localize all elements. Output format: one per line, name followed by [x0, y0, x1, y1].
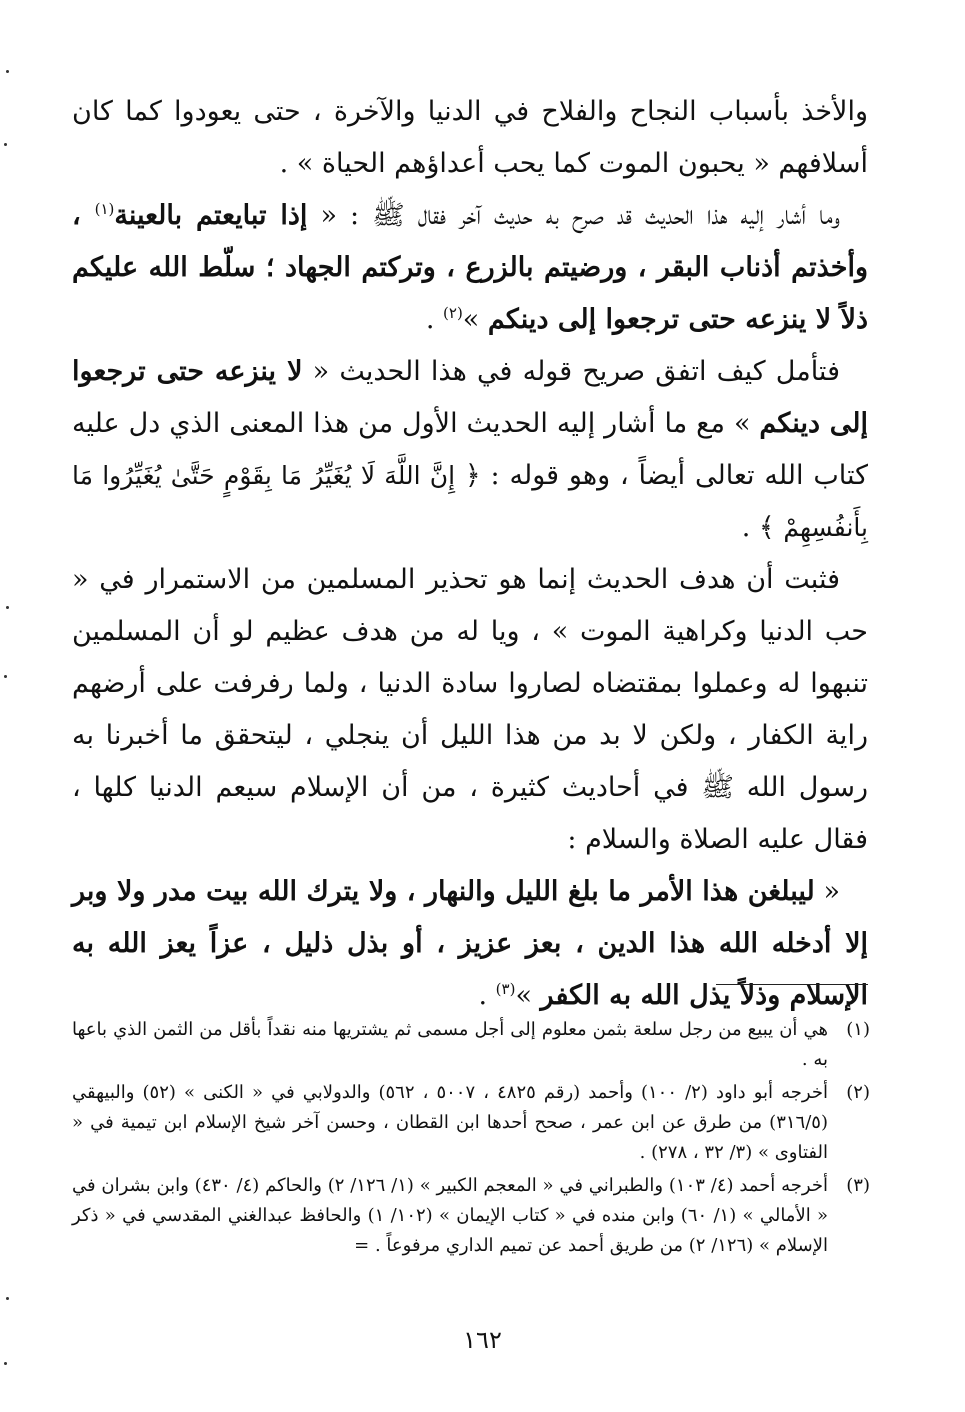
paragraph-2-intro: وما أشار إليه هذا الحديث قد صرح به حديث آخر فقال ﷺ : « [307, 200, 840, 231]
footnote-ref-3[interactable]: (٣) [495, 980, 516, 998]
footnote-separator [716, 984, 868, 985]
footnote-number: (٣) [846, 1175, 870, 1196]
paragraph-5 [72, 866, 868, 1022]
footnote-number: (٢) [846, 1082, 870, 1103]
footnote-text: أخرجه أبو داود (٢/ ١٠٠) وأحمد (رقم ٤٨٢٥ ، ٥٠٠٧ ، ٥٦٢) والدولابي في « الكنى » (٥٢) والبيهقي (٣١٦/٥) من طرق عن ابن عمر ، صحح أحدها ابن القطان ، وحسن آخر شيخ الإسلام ابن تيمية في « الفتاوى » (٣/ ٣٢ ، ٢٧٨) . [72, 1082, 828, 1163]
hadith-quote-1: إذا تبايعتم بالعينة [114, 200, 308, 231]
hadith-quote-2: لا ينزعه حتى ترجعوا إلى دينكم [72, 356, 868, 439]
paragraph-3 [72, 346, 868, 554]
footnote-text: هي أن يبيع من رجل سلعة بثمن معلوم إلى أجل مسمى ثم يشتريها منه نقداً بأقل من الثمن الذي باعها به . [72, 1019, 828, 1070]
footnote [72, 1015, 870, 1075]
footnotes [72, 1015, 870, 1264]
paragraph-3-body: » مع ما أشار إليه الحديث الأول من هذا المعنى الذي دل عليه كتاب الله تعالى أيضاً ، وهو قوله : ﴿ [72, 408, 868, 491]
footnote-text: أخرجه أحمد (٤/ ١٠٣) والطبراني في « المعجم الكبير » (١/ ١٢٦/ ٢) والحاكم (٤/ ٤٣٠) وابن بشران في « الأمالي » (١/ ٦٠) وابن منده في « كتاب الإيمان » (١٠٢/ ١) والحافظ عبدالغني المقدسي في « ذكر الإسلام » (١٢٦/ ٢) من طريق أحمد عن تميم الداري مرفوعاً . = [72, 1175, 829, 1256]
paragraph-3-intro: فتأمل كيف اتفق صريح قوله في هذا الحديث « [302, 356, 840, 387]
period: . [478, 980, 496, 1011]
quote-close: » [515, 980, 541, 1011]
quote-close: » [462, 304, 488, 335]
scan-speck [4, 1362, 7, 1365]
scan-speck [6, 606, 9, 609]
paragraph-1: والأخذ بأسباب النجاح والفلاح في الدنيا والآخرة ، حتى يعودوا كما كان أسلافهم « يحبون الموت كما يحب أعداؤهم الحياة » . [72, 96, 868, 179]
period: . [425, 304, 444, 335]
scan-speck [4, 143, 7, 146]
paragraph-4: فثبت أن هدف الحديث إنما هو تحذير المسلمين من الاستمرار في « حب الدنيا وكراهية الموت » ، ويا له من هدف عظيم لو أن المسلمين تنبهوا له وعملوا بمقتضاه لصاروا سادة الدنيا ، ولما رفرفت على أرضهم راية الكفار ، ولكن لا بد من هذا الليل أن ينجلي ، ليتحقق ما أخبرنا به رسول الله ﷺ في أحاديث كثيرة ، من أن الإسلام سيعم الدنيا كلها ، فقال عليه الصلاة والسلام : [72, 564, 868, 855]
quote-open: « [814, 876, 840, 907]
paragraph-2 [72, 190, 868, 346]
hadith-quote-3: ليبلغن هذا الأمر ما بلغ الليل والنهار ، ولا يترك الله بيت مدر ولا وبر إلا أدخله الله هذا الدين ، بعز عزيز ، أو بذل ذليل ، عزاً يعز الله به الإسلام وذلاً يذل الله به الكفر [72, 876, 868, 1011]
scan-speck [6, 1297, 9, 1300]
scan-speck [6, 70, 9, 73]
footnote-ref-2[interactable]: (٢) [443, 304, 463, 322]
verse-close: ﴾ . [741, 512, 784, 543]
scan-speck [4, 675, 7, 678]
footnote-number: (١) [846, 1019, 870, 1040]
footnote [72, 1171, 870, 1261]
hadith-quote-1-cont: ، وأخذتم أذناب البقر ، ورضيتم بالزرع ، وتركتم الجهاد ؛ سلّط الله عليكم ذلاً لا ينزعه حتى ترجعوا إلى دينكم [72, 200, 868, 335]
quran-verse: إِنَّ اللَّهَ لَا يُغَيِّرُ مَا بِقَوْمٍ حَتَّىٰ يُغَيِّرُوا مَا بِأَنفُسِهِمْ [72, 461, 868, 542]
page-number: ١٦٢ [463, 1326, 502, 1354]
main-text [72, 86, 868, 1022]
footnote-ref-1[interactable]: (١) [94, 200, 115, 218]
footnote [72, 1078, 870, 1168]
